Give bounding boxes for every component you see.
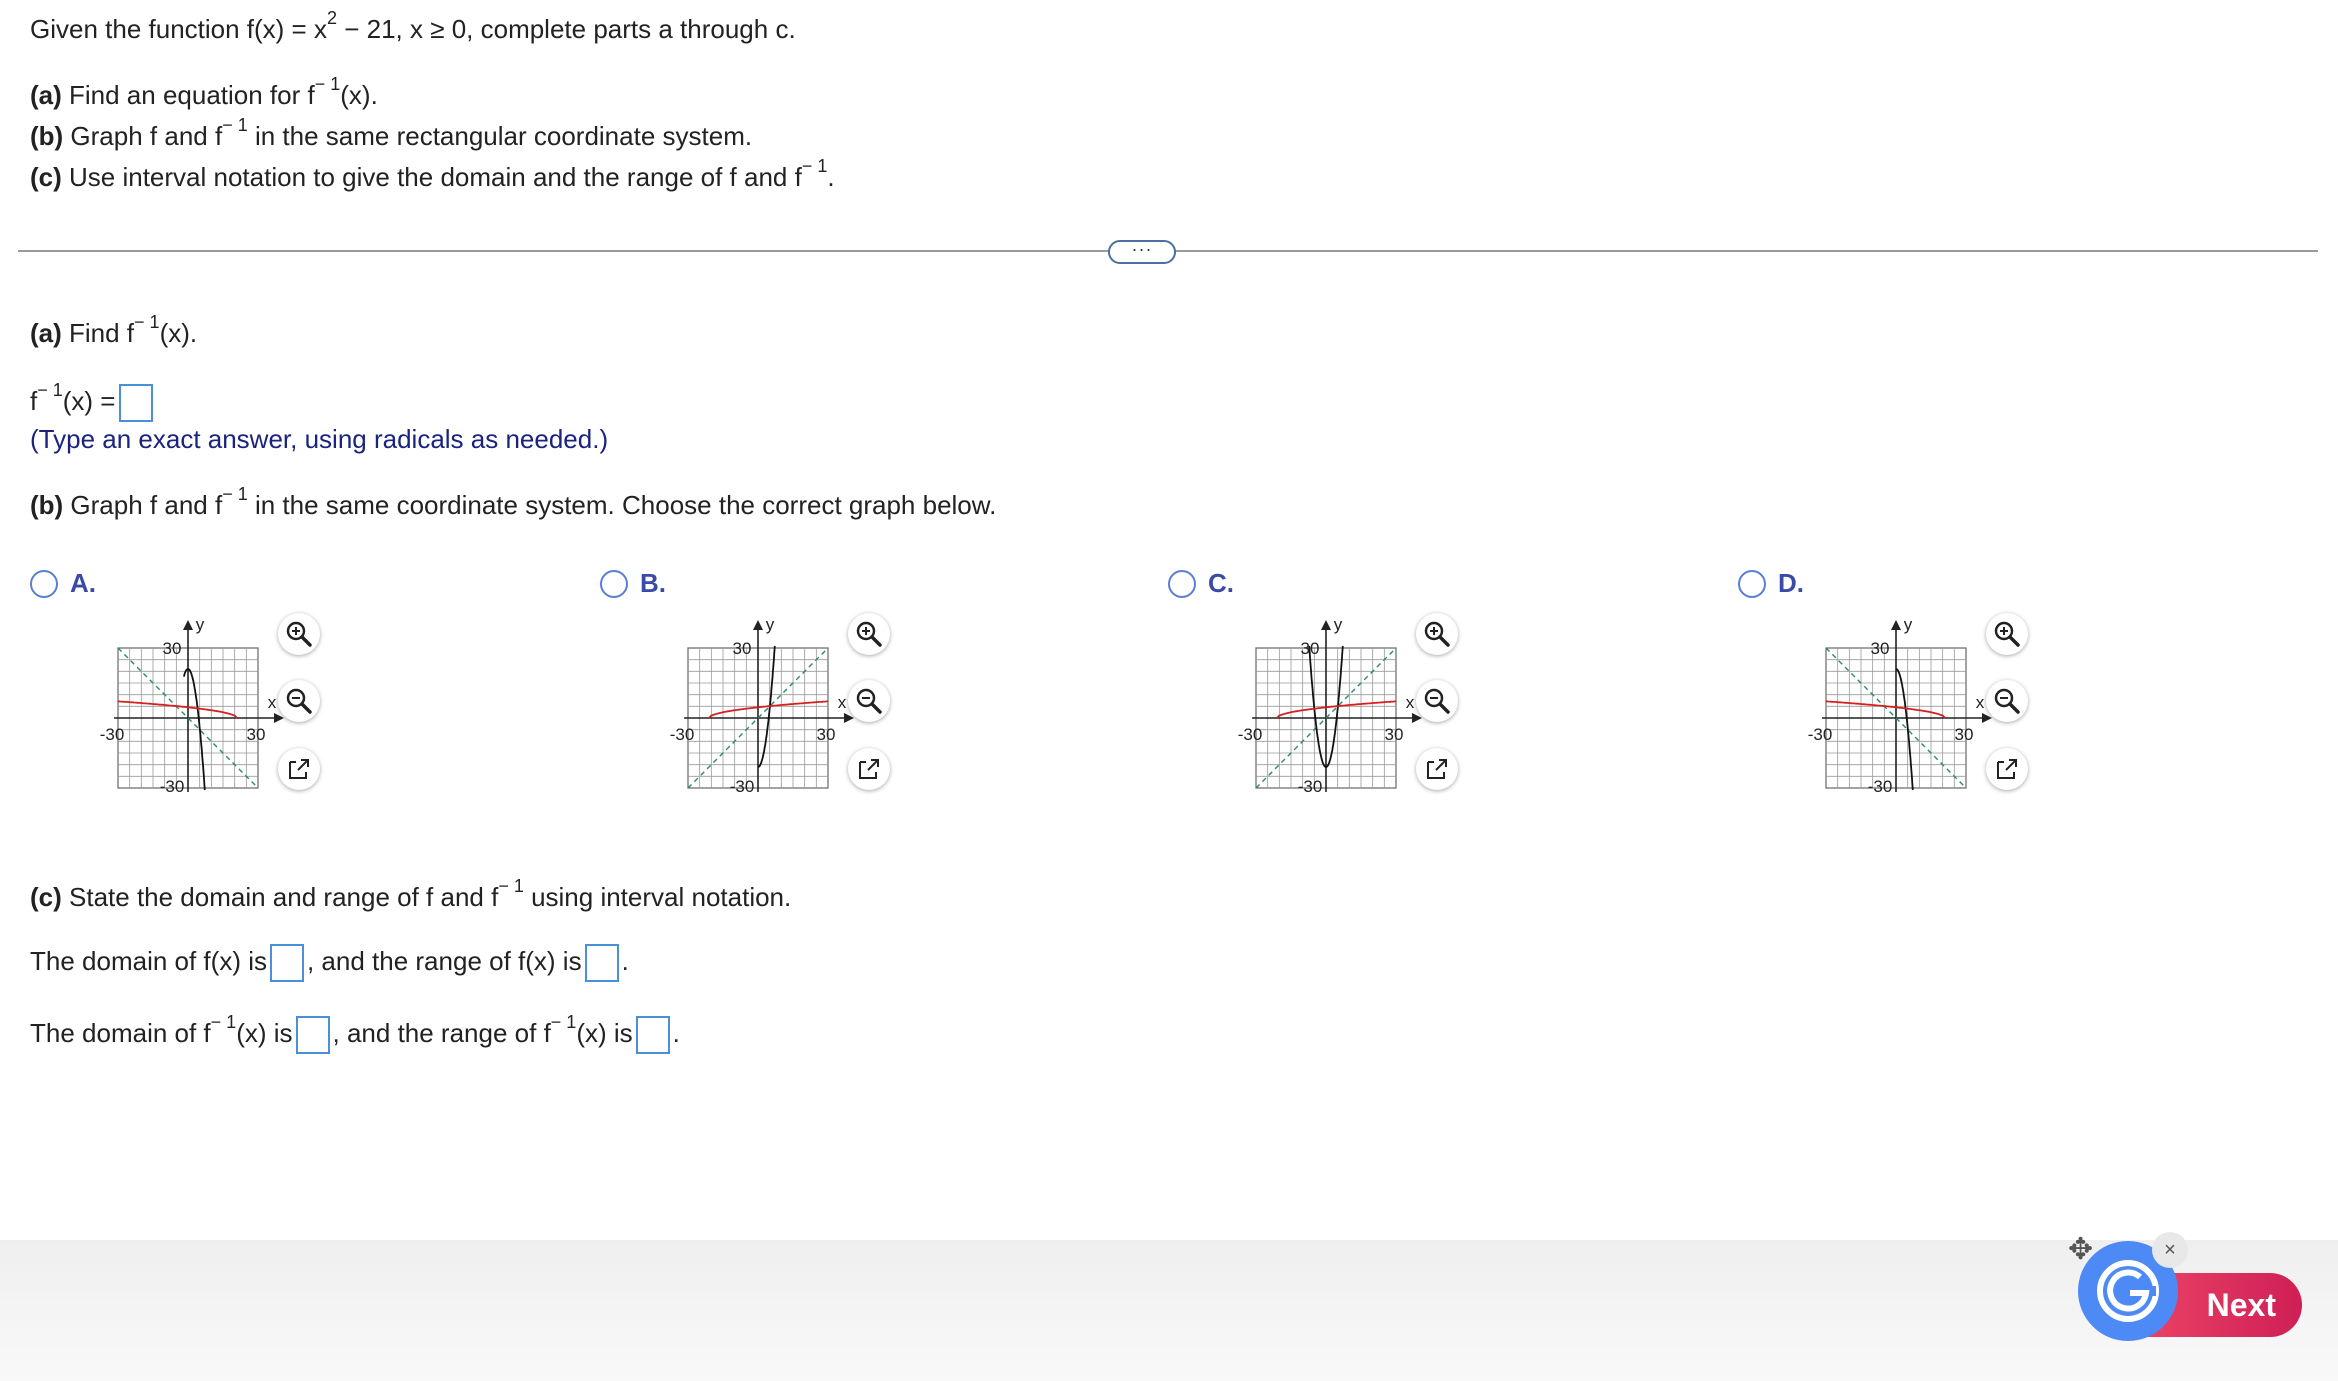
range-label: , and the range of f(x) is [306, 945, 582, 976]
part-text: Find f [61, 318, 135, 348]
problem-intro [30, 8, 796, 44]
inverse-exponent: − 1 [314, 74, 341, 95]
part-text-end: using interval notation. [523, 882, 792, 912]
y-min-label: -30 [159, 777, 185, 796]
part-text: Graph f and f [63, 121, 223, 151]
part-text-end: (x). [340, 80, 378, 110]
inverse-exponent: − 1 [210, 1012, 237, 1033]
option-radio[interactable] [1738, 570, 1766, 598]
domain-label-end: (x) is [236, 1017, 293, 1048]
part-text: Find an equation for f [61, 80, 315, 110]
zoom-out-icon[interactable] [848, 680, 890, 722]
zoom-out-icon[interactable] [1986, 680, 2028, 722]
x-min-label: -30 [99, 725, 125, 744]
domain-label: The domain of f(x) is [30, 945, 267, 976]
popout-icon[interactable] [848, 748, 890, 790]
intro-text: Given the function f(x) = x [30, 14, 327, 44]
part-text-end: in the same rectangular coordinate system. [247, 121, 753, 151]
option-radio[interactable] [600, 570, 628, 598]
y-max-label: 30 [1870, 639, 1890, 658]
option-letter: C. [1208, 568, 1234, 598]
part-text-end: (x). [159, 318, 198, 348]
y-max-label: 30 [1300, 639, 1320, 658]
option-letter: B. [640, 568, 666, 598]
part-text-end: . [827, 162, 835, 192]
graph-b[interactable] [644, 608, 847, 808]
option-radio[interactable] [30, 570, 58, 598]
inverse-exponent: − 1 [222, 484, 248, 505]
part-label: (c) [30, 882, 62, 912]
finv-domain-range-row [30, 1012, 680, 1054]
x-min-label: -30 [1237, 725, 1263, 744]
inverse-exponent: − 1 [134, 312, 160, 333]
f-domain-input[interactable] [270, 944, 304, 982]
problem-part-b [30, 115, 753, 151]
y-axis-label: y [195, 615, 205, 634]
intro-exponent: 2 [326, 8, 337, 29]
problem-part-a [30, 74, 378, 110]
option-letter: D. [1778, 568, 1804, 598]
y-axis-label: y [765, 615, 775, 634]
answer-f: f [30, 385, 38, 416]
y-axis-arrow [1891, 620, 1901, 630]
x-axis-label: x [267, 693, 277, 712]
zoom-in-icon[interactable] [848, 613, 890, 655]
part-a-heading [30, 312, 198, 348]
intro-text-end: − 21, x ≥ 0, complete parts a through c. [336, 14, 796, 44]
part-text-end: in the same coordinate system. Choose the correct graph below. [247, 490, 997, 520]
move-icon[interactable]: ✥ [2068, 1233, 2094, 1266]
problem-part-c [30, 156, 835, 192]
graph-c[interactable] [1212, 608, 1415, 808]
option-letter: A. [70, 568, 96, 598]
y-max-label: 30 [162, 639, 182, 658]
zoom-in-icon[interactable] [278, 613, 320, 655]
x-max-label: 30 [246, 725, 266, 744]
popout-icon[interactable] [1986, 748, 2028, 790]
y-axis-arrow [183, 620, 193, 630]
zoom-out-icon[interactable] [278, 680, 320, 722]
y-min-label: -30 [1867, 777, 1893, 796]
part-label: (b) [30, 490, 64, 520]
part-label: (a) [30, 80, 62, 110]
inverse-exponent: − 1 [801, 156, 828, 177]
inverse-exponent: − 1 [37, 380, 63, 401]
part-b-heading [30, 484, 997, 520]
part-label: (b) [30, 121, 64, 151]
option-b[interactable] [600, 568, 666, 599]
y-axis-arrow [753, 620, 763, 630]
y-min-label: -30 [729, 777, 755, 796]
footer-bar [0, 1240, 2338, 1381]
part-text: Use interval notation to give the domain and the range of f and f [61, 162, 802, 192]
y-axis-label: y [1333, 615, 1343, 634]
inverse-exponent: − 1 [498, 876, 524, 897]
y-axis-arrow [1321, 620, 1331, 630]
part-label: (a) [30, 318, 62, 348]
finv-domain-input[interactable] [296, 1016, 330, 1054]
zoom-in-icon[interactable] [1416, 613, 1458, 655]
zoom-out-icon[interactable] [1416, 680, 1458, 722]
x-min-label: -30 [1807, 725, 1833, 744]
y-min-label: -30 [1297, 777, 1323, 796]
part-c-heading [30, 876, 792, 912]
next-button[interactable]: Next [2106, 1273, 2302, 1337]
inverse-exponent: − 1 [550, 1012, 577, 1033]
f-domain-range-row [30, 944, 629, 982]
part-label: (c) [30, 162, 62, 192]
domain-label: The domain of f [30, 1017, 211, 1048]
x-max-label: 30 [1384, 725, 1404, 744]
close-icon[interactable]: × [2152, 1232, 2188, 1268]
inverse-exponent: − 1 [222, 115, 248, 136]
answer-equals: (x) = [62, 385, 116, 416]
zoom-in-icon[interactable] [1986, 613, 2028, 655]
popout-icon[interactable] [1416, 748, 1458, 790]
x-min-label: -30 [669, 725, 695, 744]
y-max-label: 30 [732, 639, 752, 658]
popout-icon[interactable] [278, 748, 320, 790]
x-max-label: 30 [1954, 725, 1974, 744]
range-label-end: (x) is [576, 1017, 633, 1048]
answer-hint: (Type an exact answer, using radicals as needed.) [30, 424, 609, 454]
range-label: , and the range of f [332, 1017, 551, 1048]
graph-a[interactable] [74, 608, 277, 808]
period: . [672, 1017, 680, 1048]
inverse-answer-row [30, 380, 156, 422]
x-max-label: 30 [816, 725, 836, 744]
f-range-input[interactable] [585, 944, 619, 982]
period: . [621, 945, 629, 976]
part-text: State the domain and range of f and f [61, 882, 499, 912]
x-axis-label: x [1975, 693, 1985, 712]
part-text: Graph f and f [63, 490, 223, 520]
more-options-button[interactable]: ··· [1108, 240, 1176, 264]
inverse-answer-input[interactable] [119, 384, 153, 422]
option-d[interactable] [1738, 568, 1804, 599]
finv-range-input[interactable] [636, 1016, 670, 1054]
x-axis-label: x [837, 693, 847, 712]
option-c[interactable] [1168, 568, 1234, 599]
graph-d[interactable] [1782, 608, 1985, 808]
option-radio[interactable] [1168, 570, 1196, 598]
option-a[interactable] [30, 568, 96, 599]
y-axis-label: y [1903, 615, 1913, 634]
x-axis-label: x [1405, 693, 1415, 712]
